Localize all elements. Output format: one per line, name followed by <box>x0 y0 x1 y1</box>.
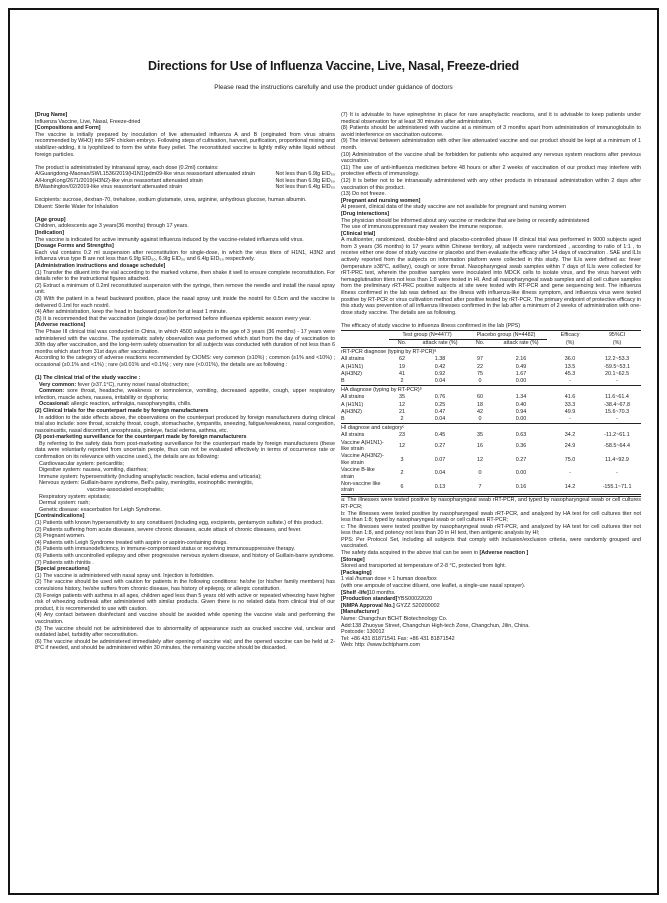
table-cell-value: 0.25 <box>434 401 446 408</box>
table-row <box>341 378 641 386</box>
paragraph: Tel: +86 431 81871541 Fax: +86 431 81871542 <box>341 635 455 642</box>
table-cell-value: 36.0 <box>564 356 576 363</box>
table-cell-value: 12 <box>399 401 405 408</box>
paragraph: (2) The vaccine should be used with caution for patients in the following conditions: he/she (or his/her family members) has convulsions history, he/she suffers from chronic disease, has history of epilepsy, or allergic constitution. <box>35 579 335 592</box>
paragraph: (4) After administration, keep the head in backward position for at least 1 minute. <box>35 309 228 316</box>
table-row <box>341 363 641 370</box>
dose-row <box>35 171 335 178</box>
strain-name: A/HongKong/2671/2019(H3N2)-like virus reassortant attenuated strain <box>35 177 203 184</box>
efficacy-table-block <box>341 323 641 498</box>
table-row-label: Vaccine A(H1N1)-like strain <box>341 439 384 452</box>
table-cell-value: - <box>547 378 593 386</box>
table-row-label: Vaccine B-like strain <box>341 467 375 480</box>
table-cell-value: 23 <box>399 432 405 439</box>
table-cell-value: 6 <box>389 481 415 496</box>
table-group-header: Efficacy <box>560 332 580 339</box>
table-cell-value: 60 <box>477 394 484 401</box>
paragraph <box>341 590 641 597</box>
paragraph <box>35 388 335 401</box>
plain-text: GYZZ S20200002 <box>394 602 440 609</box>
table-cell-value: 0.00 <box>515 470 527 477</box>
strain-name: A/Guangdong-Maonan/SWL1536/2019(H1N1)pdm09-like virus reassortant attenuated strain <box>35 171 255 178</box>
paragraph: Dermal system: rash; <box>39 500 90 507</box>
table-cell-value: 0.27 <box>515 456 527 463</box>
section-heading: [Special precautions] <box>35 566 90 573</box>
table-section-name: HI diagnose and categoryᶜ <box>341 424 405 431</box>
table-cell-value: 14.2 <box>547 481 593 496</box>
plain-text: fever (≥37.1°C), runny nose/ nasal obstruction; <box>76 381 190 388</box>
paragraph: (1) The vaccine is administered with nasal spray unit. Injection is forbidden. <box>35 572 215 579</box>
section-heading: [Packaging] <box>341 569 372 576</box>
plain-text: sore throat, headache, weakness or somnolence, vomiting, decreased appetite, cough, upper respiratory infection, muscle aches, nausea, irritability or dysphoria; <box>35 388 335 401</box>
paragraph: (7) It is advisable to have epinephrine in place for rare anaphylactic reactions, and it is advisable to keep patients under medical observation for at least 30 minutes after administration. <box>341 112 641 125</box>
section-heading: [Drug Name] <box>35 112 68 118</box>
table-corner-cell <box>341 331 389 339</box>
paragraph: At present, clinical data of the study vaccine are not available for pregnant and nursing women <box>341 204 567 211</box>
section-heading: [Pregnant and nursing women] <box>341 197 421 204</box>
paragraph: The product is administrated by intranasal spray, each dose (0.2ml) contains: <box>35 164 219 171</box>
bold-text: Very common: <box>39 381 77 388</box>
strain-titer: Not less than 6.9lg EID₅₀ <box>275 171 335 178</box>
section-heading: [Adverse reactions] <box>35 322 86 329</box>
paragraph: (with one ampoule of vaccine diluent, one leaflet, a single-use nasal sprayer). <box>341 583 526 590</box>
table-cell-value: 0 <box>478 470 482 477</box>
table-cell-value: 0 <box>465 416 495 424</box>
paragraph: The physician should be informed about any vaccine or medicine that are being or recently administered <box>341 217 590 224</box>
table-cell-value: 24.9 <box>564 442 576 449</box>
table-cell-value: 0.36 <box>515 442 527 449</box>
paragraph: According to the category of adverse reactions recommended by CIOMS: very common (≥10%) ; common (≥1% and <10%) ; occasional (≥0.1% and <1%) ; rare (≥0.01% and <0.1%) ; very rare (<0.01%), the details are as following : <box>35 355 335 368</box>
paragraph <box>35 401 335 408</box>
table-cell-value: 75 <box>477 370 484 377</box>
paragraph: Name: Changchun BCHT Biotechnology Co. <box>341 616 448 623</box>
paragraph: (11) The use of anti-influenza medicines before 48 hours or after 2 weeks of vaccination of our product may interfere with protective effects of immunology. <box>341 164 641 178</box>
table-cell-value: - <box>593 378 641 386</box>
paragraph: vaccine-associated encephalitis; <box>87 487 165 494</box>
table-cell-value: -38.4~67.8 <box>604 401 630 408</box>
paragraph: 1 vial /human dose × 1 human dose/box <box>341 576 437 583</box>
table-cell-value: 1.67 <box>515 370 527 377</box>
paragraph: Immune system: hypersensitivity (including anaphylactic reaction, facial edema and urticaria); <box>39 473 262 480</box>
document-title: Directions for Use of Influenza Vaccine, Live, Nasal, Freeze-dried <box>148 59 519 73</box>
paragraph: Children, adolescents age 3 years(36 months) through 17 years. <box>35 223 189 230</box>
table-cell-value: 2 <box>389 378 415 386</box>
section-heading: [Administration instructions and dosage schedule] <box>35 263 166 270</box>
paragraph: Stored and transported at temperature of 2-8 °C, protected from light. <box>341 563 507 570</box>
table-sub-header: No. <box>389 339 415 347</box>
table-cell-value: 2.16 <box>515 356 527 363</box>
paragraph: (1) Transfer the diluent into the vial according to the marked volume, then shake it well to ensure complete reconstitution. For details refer to the instructional figures attached. <box>35 269 335 283</box>
paragraph: (4) Patients with Leigh Syndrome treated with aspirin or aspirin-containing drugs. <box>35 539 228 546</box>
paragraph: In addition to the side effects above, the observations on the counterpart produced by foreign manufacturers during clinical trial also include: sore throat, scratchy throat, cough, stomachache, tympanitis, sneezing, fatigue/weakness, nasal congestion, nasosinusitis, nasal discomfort, anosphrasia, pinkeye, facial edema, asthma, etc. <box>35 414 335 434</box>
table-cell-value: 35 <box>399 394 405 401</box>
document-subtitle: Please read the instructions carefully and use the product under guidance of doctors <box>214 84 453 91</box>
paragraph: (2) Extract a minimum of 0.2ml reconstituted suspension with the syringe, then remove the needle and install the nasal spray unit. <box>35 282 335 296</box>
paragraph: By referring to the safety data from post-marketing surveillance for the counterpart made by foreign manufacturers (these data were voluntarily reported from uncertain people, thus can not be evaluated effectively in terms of occurrence rate or confirmation on its relevance with vaccine used.), the details are as following: <box>35 440 335 461</box>
table-cell-value: 0.76 <box>434 394 446 401</box>
section-heading: [Clinical trial] <box>341 230 376 237</box>
table-row <box>341 453 641 467</box>
table-cell-value: 1.38 <box>434 356 446 363</box>
table-row <box>341 408 641 415</box>
section-heading: (3) post-marketing surveillance for the counterpart made by foreign manufacturers <box>35 434 247 441</box>
table-sub-header: (%) <box>593 339 641 347</box>
table-cell-value: 1.34 <box>515 394 527 401</box>
right-column <box>341 112 641 649</box>
paragraph: Diluent: Sterile Water for Inhalation <box>35 203 119 210</box>
table-cell-value: 16 <box>477 442 484 449</box>
paragraph: (13) Do not freeze. <box>341 191 386 198</box>
table-cell-value: 62 <box>399 356 405 363</box>
table-section-row <box>341 424 641 432</box>
table-cell-value: -59.5~53.1 <box>604 363 630 370</box>
table-row <box>341 467 641 481</box>
table-row-label: B <box>341 378 389 386</box>
paragraph: Influenza Vaccine, Live, Nasal, Freeze-dried <box>35 118 141 125</box>
paragraph: PPS: Per Protocol Set, including all subjects that comply with inclusion/exclusion criteria, were randomly grouped and vaccinated. <box>341 536 641 550</box>
paragraph: (5) The vaccine should not be administered due to abnormality of appearance such as cracked vaccine vial, unclear and outdated label, turbidity after reconstitution. <box>35 625 335 639</box>
paragraph: (6) Patients with uncontrolled epilepsy and other progressive nervous system disease, and history of Guillain-barre syndrome. <box>35 552 335 559</box>
section-heading: [Age group] <box>35 216 66 223</box>
table-sub-header: No. <box>465 339 495 347</box>
paragraph: a: The illnesses were tested positive by nasopharyngeal swab rRT-PCR, and typed by nasopharyngeal swab or cell cultures RT-PCR; <box>341 497 641 510</box>
table-cell-value: 2 <box>400 470 404 477</box>
table-group-header: Test group (N=4477) <box>389 331 465 339</box>
strain-titer: Not less than 6.4lg EID₅₀ <box>275 184 335 191</box>
table-cell-value: 11.4~92.9 <box>605 456 629 463</box>
table-section-name: HA diagnose (typing by RT-PCR)ᵇ <box>341 386 422 393</box>
table-section-row <box>341 386 641 394</box>
table-row <box>341 439 641 453</box>
table-cell-value: 12 <box>399 442 405 449</box>
table-cell-value: 45.3 <box>564 370 576 377</box>
paragraph: (4) Any contact between disinfectant and vaccine should be avoided while opening the vaccine vials and performing the vaccination. <box>35 612 335 625</box>
bold-text: [Adverse reaction ] <box>479 550 529 557</box>
table-corner-cell <box>341 339 389 347</box>
table-row-label: A(H3N2) <box>341 370 362 377</box>
table-group-header: Placebo group (N=4482) <box>465 331 547 339</box>
table-cell-value: 12 <box>477 456 484 463</box>
table-cell-value: 0.13 <box>415 481 465 496</box>
efficacy-table-title: The efficacy of study vaccine to influenza illness confirmed in the lab (PPS) <box>341 322 521 329</box>
table-cell-value: 0.04 <box>415 416 465 424</box>
table-cell-value: 0.04 <box>415 378 465 386</box>
paragraph: Each vial contains 0.2 ml suspension after reconstitution for single-dose, in which the virus titers of H1N1, H3N2 and influenza virus type B are not less than 6.9lg EID₅₀, 6.9lg EID₅₀ and 6.4lg EID₅₀ respectively. <box>35 249 335 263</box>
table-cell-value: 0.49 <box>515 363 527 370</box>
table-cell-value: 0.04 <box>434 470 446 477</box>
table-cell-value: - <box>616 470 618 477</box>
table-sub-header: (%) <box>547 339 593 347</box>
plain-text: YBS00022020 <box>397 596 433 603</box>
paragraph: The use of immunosuppressant may weaken the immune response. <box>341 224 504 231</box>
paragraph: A multicenter, randomized, double-blind and placebo-controlled phase III clinical trial was performed in 9000 subjects aged from 3 years (36 months) to 17 years within Chinese territory, all subjects were randomized , according to ratio of 1:1 , to receive either one dose of study vaccine or placebo and then evaluate the efficacy after 14 days of vaccination . SAE and ILIs actively reported from the subjects on information platform were collected in this study. The ILIs were defined as: fever (temperature ≥38°C, axillary), cough or sore throat. Nasopharyngeal swab samples within 7 days of ILIs were collected for rRT-PRC test, wherein the positive samples were inoculated into MDCK cells to isolate virus, and the virus harvest with hemagglutination titers not less than 1:8 were tested in HI. And all nasopharyngeal swab samples and all cell culture samples from the preliminary rRT-PRC positive subjects at site were tested with RT-PCR and gene sequencing test. The influenza illness confirmed in the lab was defined as: the illness with influenza-like illness symptom, and influenza virus were tested positive by RT-PCR or virus cultivation method after positive tested by rRT-PCR. The primary endpoint of protective efficacy in this study was prevention of all influenza illnesses confirmed in the lab after a minimum of 2 weeks of administration with one-dose study vaccine. The details are as following. <box>341 237 641 316</box>
table-cell-value: 21 <box>399 408 405 415</box>
paragraph: Respiratory system: epistaxis; <box>39 493 111 500</box>
paragraph: (8) Patients should be administered with vaccine at a minimum of 3 months apart from administration of immunoglobulin to avoid interference on vaccination outcome. <box>341 125 641 138</box>
table-row-label: All strains <box>341 432 365 439</box>
table-cell-value: -58.5~64.4 <box>604 442 630 449</box>
table-row <box>341 356 641 363</box>
table-cell-value: 0.92 <box>434 370 446 377</box>
paragraph: (6) The vaccine should be administered immediately after opening of vaccine vial; and the opened vaccine can be held at 2-8°C if needed, and should be administered within 30 minutes, the remaining vaccine should be discarded. <box>35 638 335 652</box>
dose-row <box>35 178 335 185</box>
table-row-label: B <box>341 416 389 424</box>
table-row-label: Non-vaccine like strain <box>341 481 389 496</box>
table-cell-value: 22 <box>477 363 484 370</box>
table-cell-value: 0.00 <box>495 378 547 386</box>
paragraph: Genetic disease: exacerbation for Leigh Syndrome. <box>39 506 162 513</box>
table-cell-value: 0.27 <box>434 442 446 449</box>
paragraph: The Phase III clinical trial was conducted in China, in which 4500 subjects in the age of 3 years (36 months) - 17 years were administered with the vaccine. The systematic safety observation was performed which start from the day of vaccination to 30th day after vaccination, and the long-term safety observation for all subjects was conducted with duration of not less than 6 months which start from 31st days after vaccination. <box>35 328 335 355</box>
strain-titer: Not less than 6.9lg EID₅₀ <box>275 177 335 184</box>
table-row-label: All strains <box>341 394 365 401</box>
bold-text: Common: <box>39 388 65 395</box>
section-heading: [Drug interactions] <box>341 210 390 217</box>
section-heading: [Indication] <box>35 230 65 237</box>
paragraph: (12) It is better not to be intranasally administered with any other products in intranasal administration within 2 days after vaccination of this product. <box>341 177 641 191</box>
table-cell-value: 33.3 <box>564 401 576 408</box>
efficacy-table <box>341 330 641 497</box>
strain-name: B/Washington/02/2019-like virus reassortant attenuated strain <box>35 184 183 191</box>
paragraph: (3) Foreign patients with asthma in all ages, children aged less than 5 years old with active or repeated wheezing have higher risk of wheezing outbreak after administered with similar products. Given there is no related data from clinical trial of our product, it is recommended to use with caution. <box>35 592 335 612</box>
table-row <box>341 432 641 439</box>
paragraph <box>341 603 641 610</box>
paragraph: Web: http: //www.bchtpharm.com <box>341 642 420 649</box>
table-cell-value: 41 <box>399 370 405 377</box>
paragraph: (3) Pregnant women. <box>35 533 86 540</box>
paragraph <box>341 596 641 603</box>
table-cell-value: 19 <box>399 363 405 370</box>
table-cell-value: 15.6~70.3 <box>604 408 630 415</box>
paragraph: c: The illnesses were tested positive by nasopharyngeal swab rRT-PCR, and analyzed by HA test for cell cultures titer not less than 1:8, and potency not less than 20 in HI test, then antigenic analysis by HI; <box>341 523 641 537</box>
table-cell-value: 12.2~53.3 <box>604 356 630 363</box>
bold-text: [NMPA Approval No.] <box>341 602 395 609</box>
section-heading: [Storage] <box>341 556 365 563</box>
paragraph: (10) Administration of the vaccine shall be forbidden for patients who acquired any nervous system reactions after previous vaccination. <box>341 151 641 165</box>
table-cell-value: 0.63 <box>515 432 527 439</box>
paragraph: Postcode: 130012 <box>341 629 385 636</box>
section-heading: [Contraindications] <box>35 513 85 520</box>
plain-text: allergic reaction, arthralgia, nasopharyngitis, chills. <box>69 401 192 408</box>
table-cell-value: 0.40 <box>515 401 527 408</box>
plain-text: The safety data acquired in the above trial can be seen in <box>341 550 480 557</box>
table-cell-value: 0.45 <box>434 432 446 439</box>
table-row-label: A (H1N1) <box>341 401 364 408</box>
paragraph: (7) Patients with rhinitis . <box>35 559 94 566</box>
table-cell-value: 97 <box>477 356 484 363</box>
table-row-label: Vaccine A(H3N2)-like strain <box>341 453 384 466</box>
table-cell-value: 0.16 <box>495 481 547 496</box>
table-cell-value: 11.6~61.4 <box>605 394 629 401</box>
paragraph: (5) Patients with immunodeficiency, in immune-compromised status or receiving immunosuppressive therapy. <box>35 546 296 553</box>
table-cell-value: 49.9 <box>564 408 576 415</box>
table-cell-value: 34.2 <box>564 432 576 439</box>
table-cell-value: - <box>569 470 571 477</box>
table-cell-value: 75.0 <box>564 456 576 463</box>
table-cell-value: 0.07 <box>434 456 446 463</box>
section-heading: [Manufacturer] <box>341 609 379 616</box>
section-heading: (1) The clinical trial of the study vaccine : <box>35 374 141 381</box>
paragraph: Cardiovascular system: pericarditis; <box>39 460 125 467</box>
paragraph: The vaccine is initially prepared by inoculation of live attenuated influenza A and B (originated from virus strains recommended by WHO) into SPF chicken embryo. Following steps of cultivation, harvest, purification, proportional mixing and stabilizer-adding, it is lyophilized to form the white fluey pellet. The reconstituted vaccine is lightly milky white liquid without foreign particles. <box>35 131 335 158</box>
table-cell-value: 7 <box>465 481 495 496</box>
section-heading: [Compositions and Form] <box>35 125 101 132</box>
table-row-label: All strains <box>341 356 365 363</box>
table-cell-value: 41.6 <box>564 394 576 401</box>
table-cell-value: 0.94 <box>515 408 527 415</box>
table-cell-value: 0.47 <box>434 408 446 415</box>
bold-text: [Shelf -life] <box>341 589 369 596</box>
table-cell-value: 0.00 <box>495 416 547 424</box>
section-heading: (2) Clinical trials for the counterpart made by foreign manufacturers <box>35 407 209 414</box>
paragraph <box>341 550 641 557</box>
bold-text: [Production standard] <box>341 596 398 603</box>
paragraph: Excipients: sucrose, dextran-70, trehalose, sodium glutamate, urea, arginine, anhydrous glucose, human albumin. <box>35 197 307 204</box>
paragraph <box>35 382 335 389</box>
table-cell-value: 20.1~62.5 <box>604 370 630 377</box>
table-sub-header: attack rate (%) <box>495 339 547 347</box>
table-cell-value: 35 <box>477 432 484 439</box>
section-heading: [Dosage Forms and Strengths] <box>35 243 114 250</box>
table-group-header: 95%CI <box>608 332 626 339</box>
table-row <box>341 394 641 401</box>
table-cell-value: -155.1~71.1 <box>593 481 641 496</box>
table-cell-value: 3 <box>400 456 404 463</box>
table-row-label: A (H1N1) <box>341 363 364 370</box>
table-cell-value: 18 <box>477 401 484 408</box>
paragraph: The vaccine is indicated for active immunity against influenza induced by the vaccine-related influenza wild virus. <box>35 236 304 243</box>
table-section-row <box>341 348 641 356</box>
table-section-name: rRT-PCR diagnose (typing by RT-PCR)ᵃ <box>341 348 437 355</box>
table-cell-value: - <box>547 416 593 424</box>
table-cell-value: 0.42 <box>434 363 446 370</box>
table-cell-value: 2 <box>389 416 415 424</box>
paragraph: (9) The interval between administration with other live attenuated vaccine and our product should be kept at a minimum of 1 month. <box>341 138 641 151</box>
table-row <box>341 401 641 408</box>
paragraph: (5) It is recommended that the vaccination (single dose) be performed before influenza epidemic season every year. <box>35 315 311 322</box>
dose-row <box>35 184 335 191</box>
table-cell-value: 13.5 <box>564 363 576 370</box>
table-cell-value: -11.2~61.1 <box>604 432 630 439</box>
table-row <box>341 416 641 424</box>
table-cell-value: 42 <box>477 408 484 415</box>
table-row-label: A(H3N2) <box>341 408 362 415</box>
paragraph: Nervous system: Guillain-barre syndrome, Bell's palsy, meningitis, eosinophilic meningitis, <box>39 480 254 487</box>
paragraph: Digestive system: nausea, vomiting, diarrhea; <box>39 467 148 474</box>
paragraph: (2) Patients suffering from acute diseases, severe chronic diseases, acute attack of chronic diseases, and fever. <box>35 526 302 533</box>
left-column <box>35 112 335 652</box>
bold-text: Occasional: <box>39 401 70 408</box>
table-cell-value: 0 <box>465 378 495 386</box>
paragraph: Add:138 Zhuoyue Street, Changchun High-tech Zone, Changchun, Jilin, China. <box>341 622 530 629</box>
table-cell-value: - <box>593 416 641 424</box>
table-row <box>341 370 641 377</box>
paragraph: (1) Patients with known hypersensitivity to any constituent (including egg, excipients, gentamycin sulfate.) of this product. <box>35 520 323 526</box>
table-row <box>341 481 641 496</box>
paragraph: b: The illnesses were tested positive by nasopharyngeal swab rRT-PCR, and analyzed by HA test for cell cultures titer not less than 1:8; typed by nasopharyngeal swab or cell cultures RT-PCR; <box>341 510 641 524</box>
paragraph: (3) With the patient in a head backward position, place the nasal spray unit inside the nostril for 0.5cm and the vaccine is delivered 0.1ml for each nostril. <box>35 296 335 309</box>
table-sub-header: attack rate (%) <box>415 339 465 347</box>
plain-text: 10 months. <box>368 589 396 596</box>
